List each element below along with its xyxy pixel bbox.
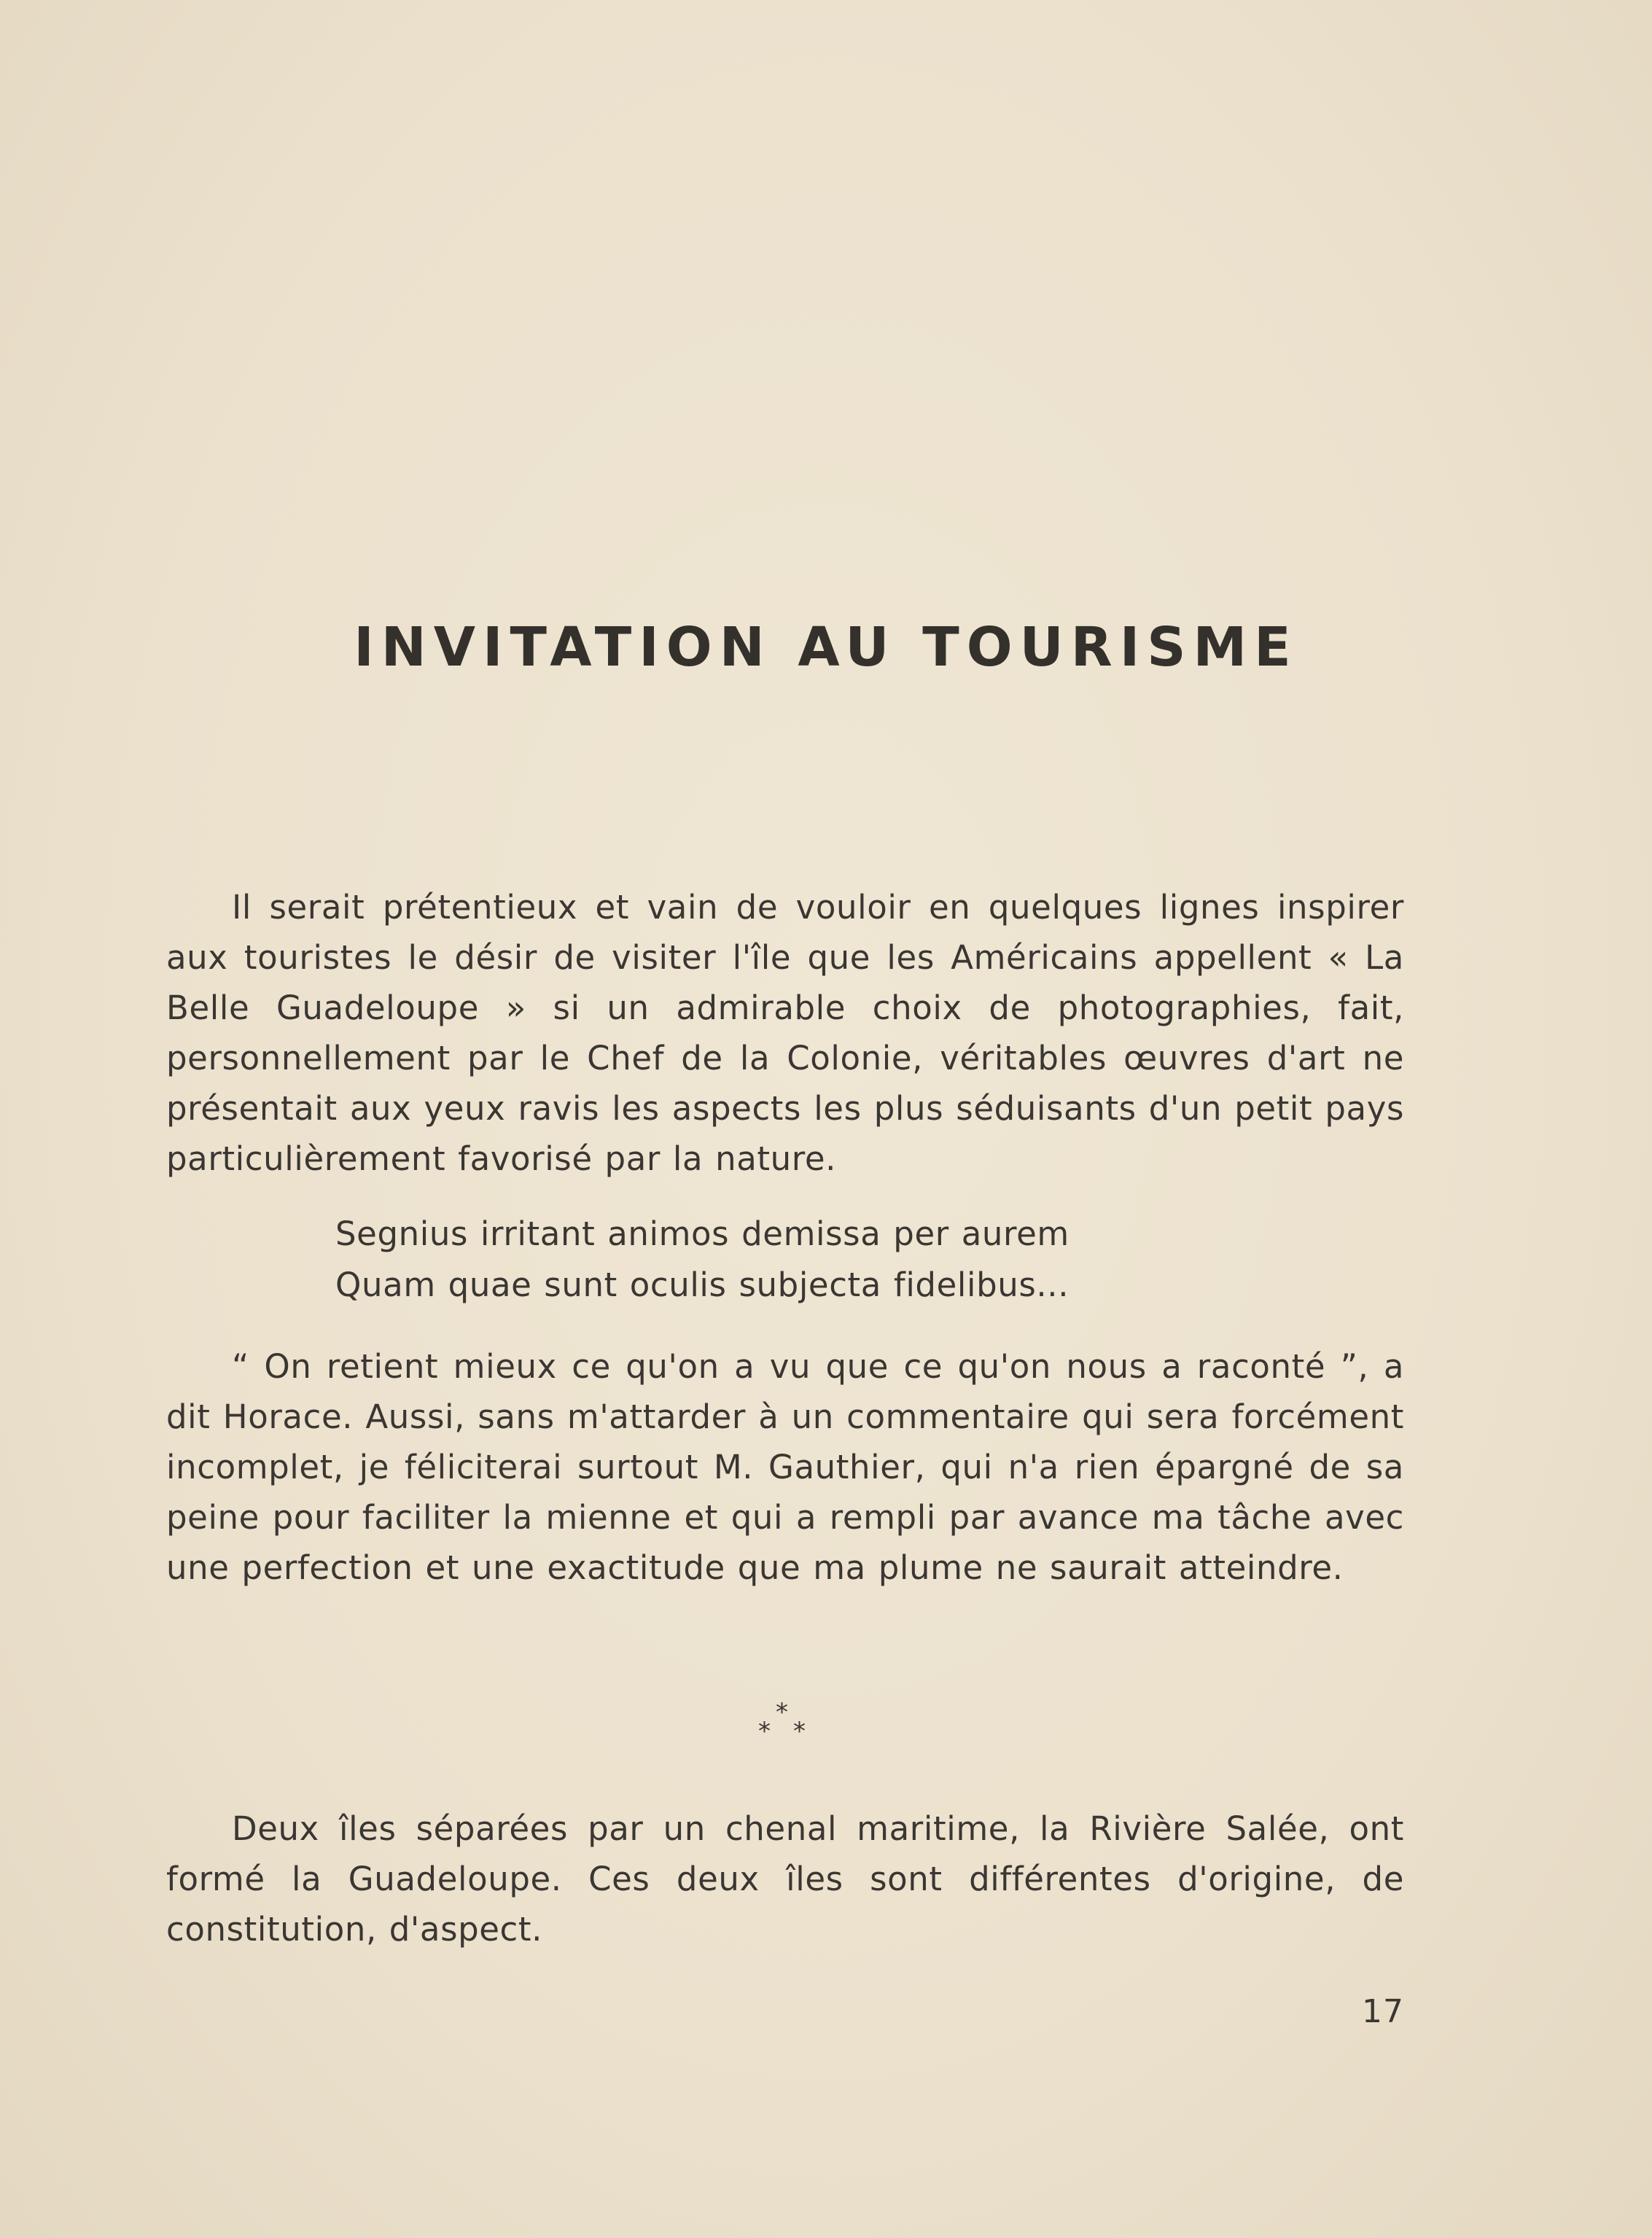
paragraph-1: Il serait prétentieux et vain de vouloir en quelques lignes inspirer aux touristes le désir de visiter l'île que les Américains appellent « La Belle Guadeloupe » si un admirable choix de photographies, fait, personnellement par le Chef de la Colonie, véritables œuvres d'art ne présentait aux yeux ravis les aspects les plus séduisants d'un petit pays particulièrement favorisé par la nature. <box>166 888 1404 1178</box>
verse-line-1: Segnius irritant animos demissa per aurem <box>335 1214 1069 1253</box>
asterism-separator <box>751 1700 824 1758</box>
page-number: 17 <box>1362 1993 1404 2030</box>
chapter-title: INVITATION AU TOURISME <box>354 616 1298 679</box>
asterisk-right: * <box>793 1717 806 1746</box>
verse-line-2: Quam quae sunt oculis subjecta fidelibus... <box>335 1266 1069 1304</box>
asterisk-left: * <box>758 1717 771 1746</box>
asterisk-top: * <box>776 1698 788 1727</box>
paragraph-1-block <box>166 882 1404 1184</box>
paragraph-2: “ On retient mieux ce qu'on a vu que ce qu'on nous a raconté ”, a dit Horace. Aussi, sans m'attarder à un commentaire qui sera forcément incomplet, je féliciterai surtout M. Gauthier, qui n'a rien épargné de sa peine pour faciliter la mienne et qui a rempli par avance ma tâche avec une perfection et une exactitude que ma plume ne saurait atteindre. <box>166 1347 1404 1587</box>
paragraph-2-block <box>166 1341 1404 1593</box>
paragraph-3-block <box>166 1804 1404 1954</box>
paragraph-3: Deux îles séparées par un chenal maritime, la Rivière Salée, ont formé la Guadeloupe. Ces deux îles sont différentes d'origine, de constitution, d'aspect. <box>166 1809 1404 1949</box>
latin-verse <box>335 1209 1069 1311</box>
